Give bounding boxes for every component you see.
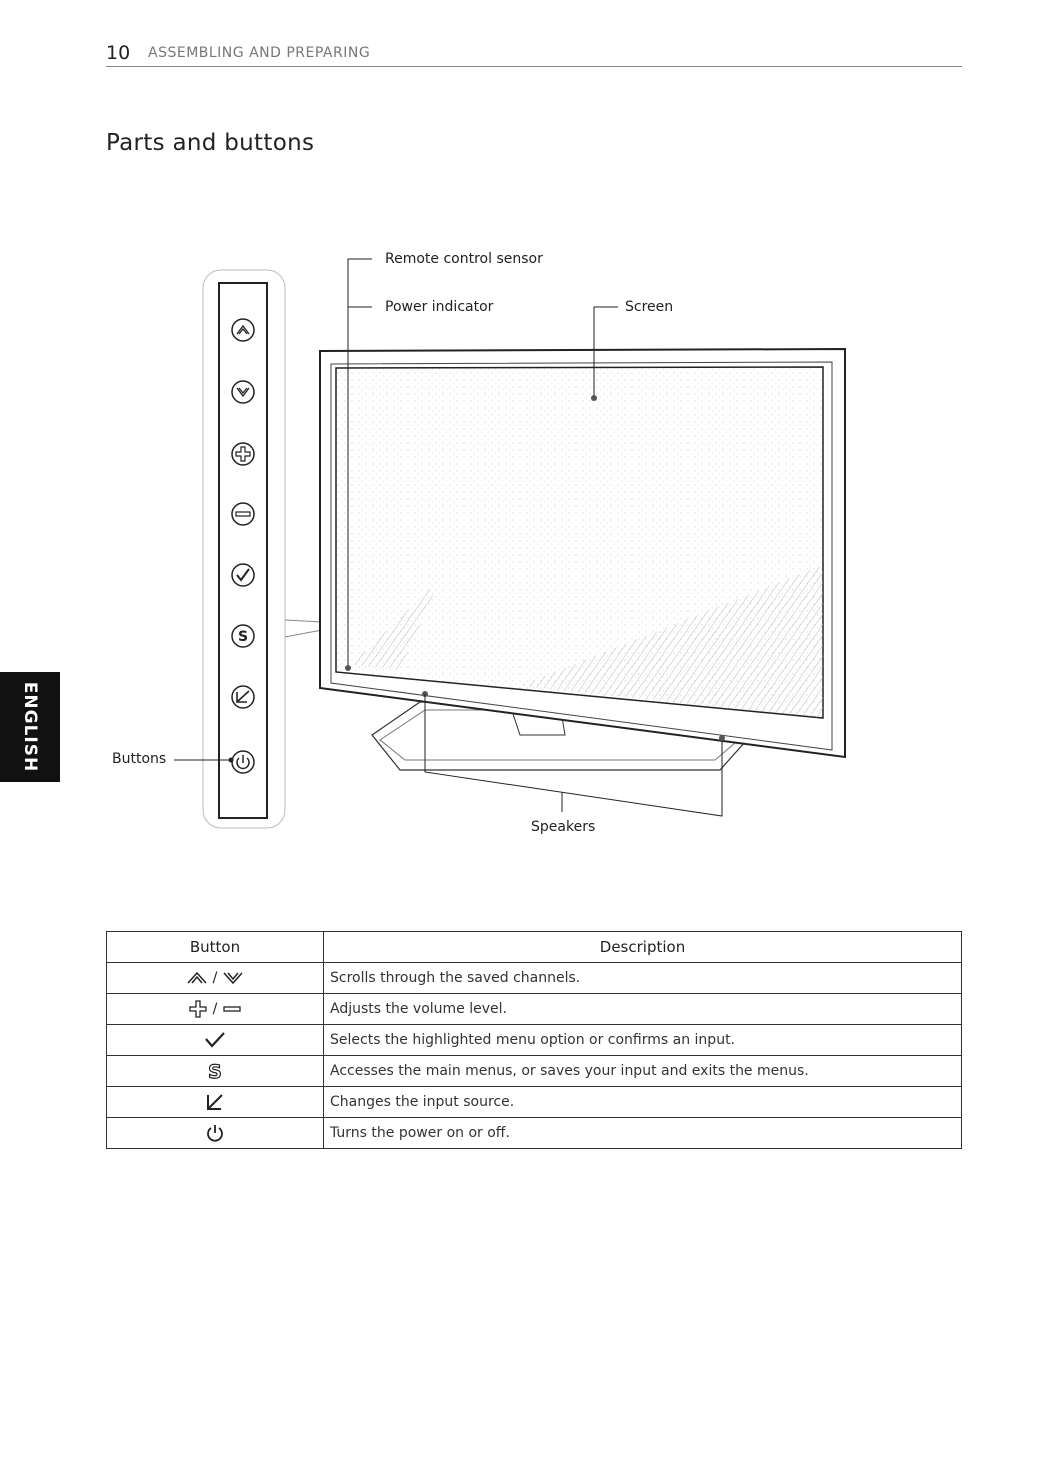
table-row (107, 994, 962, 1025)
button-symbol-cell (107, 963, 324, 994)
power-indicator-label: Power indicator (385, 299, 494, 315)
separator: / (212, 970, 218, 986)
table-row (107, 1056, 962, 1087)
volume-up-icon (232, 443, 254, 465)
ok-check-icon (232, 564, 254, 586)
power-icon (205, 1123, 225, 1143)
channel-down-icon (222, 971, 244, 985)
button-symbol-cell (107, 1056, 324, 1087)
power-icon (232, 751, 254, 773)
section-label: ASSEMBLING AND PREPARING (148, 45, 371, 61)
description-cell: Adjusts the volume level. (324, 994, 962, 1025)
column-header-description: Description (324, 932, 962, 963)
page-number: 10 (106, 42, 131, 64)
description-cell: Scrolls through the saved channels. (324, 963, 962, 994)
button-symbol-cell (107, 994, 324, 1025)
buttons-label: Buttons (112, 751, 167, 767)
channel-up-icon (186, 971, 208, 985)
table-row (107, 1118, 962, 1149)
button-symbol-cell (107, 1087, 324, 1118)
table-row (107, 1025, 962, 1056)
table-row (107, 1087, 962, 1118)
separator: / (212, 1001, 218, 1017)
remote-sensor-label: Remote control sensor (385, 251, 543, 267)
description-cell: Turns the power on or off. (324, 1118, 962, 1149)
input-icon (205, 1093, 225, 1111)
table-header-row (107, 932, 962, 963)
table-row (107, 963, 962, 994)
description-cell: Changes the input source. (324, 1087, 962, 1118)
ok-check-icon (204, 1031, 226, 1049)
button-symbol-cell (107, 1118, 324, 1149)
language-tab-label: ENGLISH (20, 681, 40, 773)
settings-s-icon (232, 625, 254, 647)
column-header-button: Button (107, 932, 324, 963)
volume-down-icon (232, 503, 254, 525)
svg-text:S: S (237, 629, 249, 645)
screen-label: Screen (625, 299, 674, 315)
input-icon (232, 686, 254, 708)
button-symbol-cell (107, 1025, 324, 1056)
page-title: Parts and buttons (106, 130, 315, 156)
channel-up-icon (232, 319, 254, 341)
volume-down-icon (222, 1004, 242, 1014)
channel-down-icon (232, 381, 254, 403)
settings-s-icon (206, 1061, 224, 1081)
button-panel (219, 283, 267, 818)
volume-up-icon (188, 1000, 208, 1018)
speakers-label: Speakers (531, 819, 596, 835)
svg-text:S: S (208, 1061, 222, 1081)
buttons-table (106, 931, 962, 1149)
description-cell: Selects the highlighted menu option or confirms an input. (324, 1025, 962, 1056)
description-cell: Accesses the main menus, or saves your input and exits the menus. (324, 1056, 962, 1087)
